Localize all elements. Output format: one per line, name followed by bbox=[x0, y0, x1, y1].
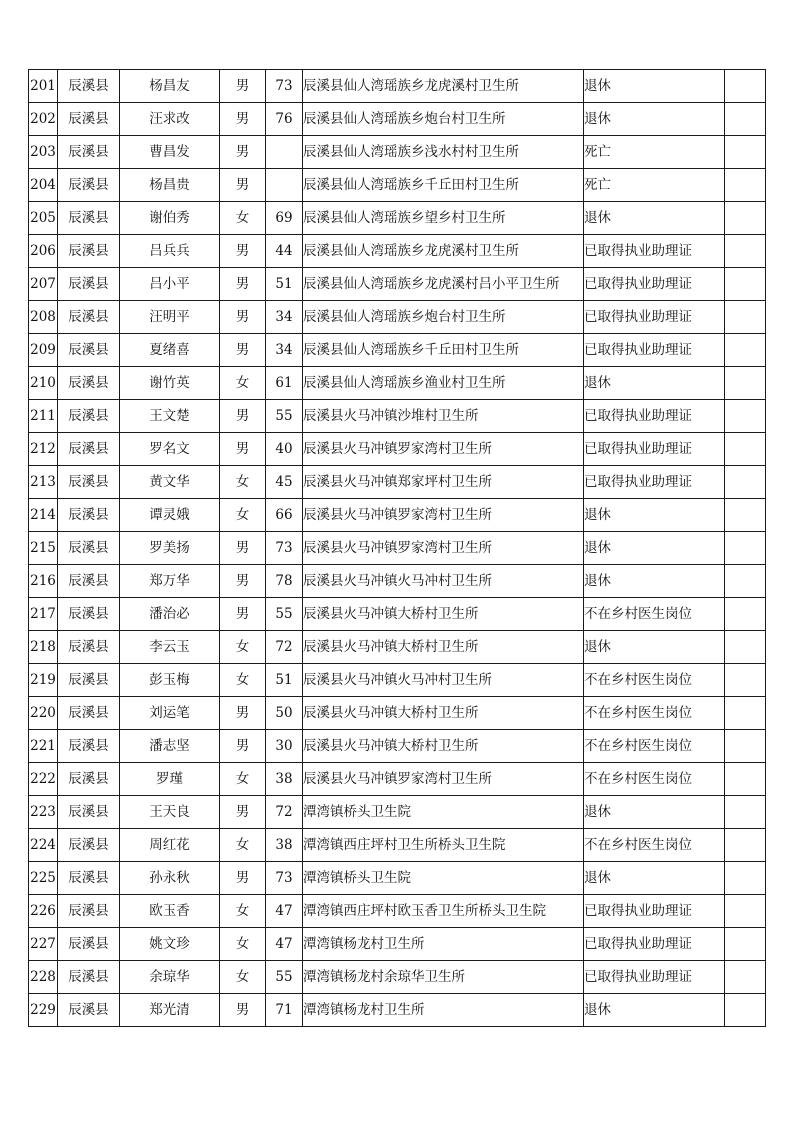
clinic-cell: 辰溪县仙人湾瑶族乡浅水村村卫生所 bbox=[303, 136, 584, 169]
sex-cell: 男 bbox=[220, 565, 266, 598]
sex-cell: 男 bbox=[220, 433, 266, 466]
county-cell: 辰溪县 bbox=[58, 598, 120, 631]
remarks-cell bbox=[725, 499, 766, 532]
person-name-cell: 杨昌友 bbox=[120, 70, 220, 103]
clinic-cell: 辰溪县火马冲镇罗家湾村卫生所 bbox=[303, 499, 584, 532]
remarks-cell bbox=[725, 895, 766, 928]
age-cell: 30 bbox=[266, 730, 303, 763]
sex-cell: 女 bbox=[220, 928, 266, 961]
table-row bbox=[29, 70, 766, 103]
table-row bbox=[29, 169, 766, 202]
sex-cell: 女 bbox=[220, 895, 266, 928]
person-name-cell: 姚文珍 bbox=[120, 928, 220, 961]
clinic-cell: 辰溪县火马冲镇火马冲村卫生所 bbox=[303, 664, 584, 697]
clinic-cell: 辰溪县仙人湾瑶族乡千丘田村卫生所 bbox=[303, 334, 584, 367]
row-number: 217 bbox=[29, 598, 58, 631]
sex-cell: 男 bbox=[220, 334, 266, 367]
person-name-cell: 郑光清 bbox=[120, 994, 220, 1027]
age-cell: 71 bbox=[266, 994, 303, 1027]
age-cell: 78 bbox=[266, 565, 303, 598]
age-cell: 66 bbox=[266, 499, 303, 532]
row-number: 222 bbox=[29, 763, 58, 796]
sex-cell: 女 bbox=[220, 961, 266, 994]
status-cell: 已取得执业助理证 bbox=[584, 895, 725, 928]
age-cell: 44 bbox=[266, 235, 303, 268]
age-cell: 76 bbox=[266, 103, 303, 136]
remarks-cell bbox=[725, 367, 766, 400]
remarks-cell bbox=[725, 268, 766, 301]
status-cell: 不在乡村医生岗位 bbox=[584, 763, 725, 796]
clinic-cell: 潭湾镇杨龙村余琼华卫生所 bbox=[303, 961, 584, 994]
status-cell: 退休 bbox=[584, 103, 725, 136]
row-number: 226 bbox=[29, 895, 58, 928]
row-number: 210 bbox=[29, 367, 58, 400]
clinic-cell: 潭湾镇杨龙村卫生所 bbox=[303, 928, 584, 961]
person-name-cell: 潘志坚 bbox=[120, 730, 220, 763]
row-number: 220 bbox=[29, 697, 58, 730]
status-cell: 退休 bbox=[584, 532, 725, 565]
person-name-cell: 王文楚 bbox=[120, 400, 220, 433]
county-cell: 辰溪县 bbox=[58, 202, 120, 235]
clinic-cell: 辰溪县仙人湾瑶族乡龙虎溪村吕小平卫生所 bbox=[303, 268, 584, 301]
status-cell: 死亡 bbox=[584, 136, 725, 169]
person-name-cell: 彭玉梅 bbox=[120, 664, 220, 697]
person-name-cell: 罗名文 bbox=[120, 433, 220, 466]
table-row bbox=[29, 895, 766, 928]
person-name-cell: 吕兵兵 bbox=[120, 235, 220, 268]
county-cell: 辰溪县 bbox=[58, 499, 120, 532]
person-name-cell: 谭灵娥 bbox=[120, 499, 220, 532]
remarks-cell bbox=[725, 169, 766, 202]
county-cell: 辰溪县 bbox=[58, 664, 120, 697]
person-name-cell: 汪求改 bbox=[120, 103, 220, 136]
row-number: 204 bbox=[29, 169, 58, 202]
row-number: 201 bbox=[29, 70, 58, 103]
remarks-cell bbox=[725, 631, 766, 664]
remarks-cell bbox=[725, 829, 766, 862]
age-cell: 73 bbox=[266, 532, 303, 565]
row-number: 205 bbox=[29, 202, 58, 235]
clinic-cell: 辰溪县仙人湾瑶族乡炮台村卫生所 bbox=[303, 301, 584, 334]
age-cell: 55 bbox=[266, 598, 303, 631]
row-number: 215 bbox=[29, 532, 58, 565]
row-number: 208 bbox=[29, 301, 58, 334]
age-cell: 51 bbox=[266, 268, 303, 301]
remarks-cell bbox=[725, 301, 766, 334]
remarks-cell bbox=[725, 70, 766, 103]
clinic-cell: 辰溪县仙人湾瑶族乡渔业村卫生所 bbox=[303, 367, 584, 400]
county-cell: 辰溪县 bbox=[58, 136, 120, 169]
clinic-cell: 辰溪县火马冲镇郑家坪村卫生所 bbox=[303, 466, 584, 499]
table-row bbox=[29, 961, 766, 994]
remarks-cell bbox=[725, 565, 766, 598]
county-cell: 辰溪县 bbox=[58, 829, 120, 862]
table-row bbox=[29, 235, 766, 268]
person-name-cell: 曹昌发 bbox=[120, 136, 220, 169]
table-row bbox=[29, 829, 766, 862]
status-cell: 退休 bbox=[584, 70, 725, 103]
age-cell bbox=[266, 136, 303, 169]
person-name-cell: 罗瑾 bbox=[120, 763, 220, 796]
county-cell: 辰溪县 bbox=[58, 334, 120, 367]
status-cell: 已取得执业助理证 bbox=[584, 334, 725, 367]
clinic-cell: 辰溪县火马冲镇罗家湾村卫生所 bbox=[303, 763, 584, 796]
row-number: 213 bbox=[29, 466, 58, 499]
status-cell: 已取得执业助理证 bbox=[584, 400, 725, 433]
status-cell: 不在乡村医生岗位 bbox=[584, 598, 725, 631]
status-cell: 退休 bbox=[584, 862, 725, 895]
county-cell: 辰溪县 bbox=[58, 301, 120, 334]
sex-cell: 男 bbox=[220, 994, 266, 1027]
row-number: 211 bbox=[29, 400, 58, 433]
sex-cell: 男 bbox=[220, 268, 266, 301]
table-row bbox=[29, 268, 766, 301]
sex-cell: 男 bbox=[220, 70, 266, 103]
age-cell: 40 bbox=[266, 433, 303, 466]
age-cell: 50 bbox=[266, 697, 303, 730]
row-number: 214 bbox=[29, 499, 58, 532]
age-cell: 55 bbox=[266, 400, 303, 433]
remarks-cell bbox=[725, 763, 766, 796]
county-cell: 辰溪县 bbox=[58, 697, 120, 730]
sex-cell: 女 bbox=[220, 829, 266, 862]
status-cell: 退休 bbox=[584, 631, 725, 664]
age-cell: 34 bbox=[266, 334, 303, 367]
county-cell: 辰溪县 bbox=[58, 631, 120, 664]
sex-cell: 男 bbox=[220, 301, 266, 334]
sex-cell: 男 bbox=[220, 169, 266, 202]
table-row bbox=[29, 763, 766, 796]
age-cell: 45 bbox=[266, 466, 303, 499]
remarks-cell bbox=[725, 697, 766, 730]
table-row bbox=[29, 301, 766, 334]
sex-cell: 女 bbox=[220, 631, 266, 664]
status-cell: 已取得执业助理证 bbox=[584, 235, 725, 268]
table-row bbox=[29, 928, 766, 961]
table-row bbox=[29, 994, 766, 1027]
county-cell: 辰溪县 bbox=[58, 235, 120, 268]
sex-cell: 男 bbox=[220, 235, 266, 268]
remarks-cell bbox=[725, 466, 766, 499]
row-number: 212 bbox=[29, 433, 58, 466]
table-row bbox=[29, 730, 766, 763]
clinic-cell: 潭湾镇桥头卫生院 bbox=[303, 862, 584, 895]
clinic-cell: 潭湾镇杨龙村卫生所 bbox=[303, 994, 584, 1027]
age-cell: 47 bbox=[266, 895, 303, 928]
county-cell: 辰溪县 bbox=[58, 796, 120, 829]
table-row bbox=[29, 697, 766, 730]
status-cell: 退休 bbox=[584, 202, 725, 235]
sex-cell: 男 bbox=[220, 598, 266, 631]
person-name-cell: 欧玉香 bbox=[120, 895, 220, 928]
county-cell: 辰溪县 bbox=[58, 928, 120, 961]
row-number: 203 bbox=[29, 136, 58, 169]
row-number: 209 bbox=[29, 334, 58, 367]
clinic-cell: 辰溪县火马冲镇大桥村卫生所 bbox=[303, 598, 584, 631]
remarks-cell bbox=[725, 994, 766, 1027]
status-cell: 不在乡村医生岗位 bbox=[584, 664, 725, 697]
age-cell: 73 bbox=[266, 70, 303, 103]
table-row bbox=[29, 334, 766, 367]
status-cell: 已取得执业助理证 bbox=[584, 301, 725, 334]
person-name-cell: 李云玉 bbox=[120, 631, 220, 664]
clinic-cell: 辰溪县火马冲镇火马冲村卫生所 bbox=[303, 565, 584, 598]
sex-cell: 男 bbox=[220, 136, 266, 169]
county-cell: 辰溪县 bbox=[58, 103, 120, 136]
person-name-cell: 谢伯秀 bbox=[120, 202, 220, 235]
person-name-cell: 余琼华 bbox=[120, 961, 220, 994]
row-number: 218 bbox=[29, 631, 58, 664]
row-number: 216 bbox=[29, 565, 58, 598]
clinic-cell: 辰溪县仙人湾瑶族乡望乡村卫生所 bbox=[303, 202, 584, 235]
clinic-cell: 辰溪县仙人湾瑶族乡千丘田村卫生所 bbox=[303, 169, 584, 202]
sex-cell: 女 bbox=[220, 202, 266, 235]
person-name-cell: 夏绪喜 bbox=[120, 334, 220, 367]
person-name-cell: 刘运笔 bbox=[120, 697, 220, 730]
age-cell: 61 bbox=[266, 367, 303, 400]
table-row bbox=[29, 862, 766, 895]
age-cell: 38 bbox=[266, 763, 303, 796]
row-number: 219 bbox=[29, 664, 58, 697]
sex-cell: 女 bbox=[220, 367, 266, 400]
county-cell: 辰溪县 bbox=[58, 961, 120, 994]
remarks-cell bbox=[725, 400, 766, 433]
remarks-cell bbox=[725, 202, 766, 235]
table-row bbox=[29, 565, 766, 598]
status-cell: 不在乡村医生岗位 bbox=[584, 697, 725, 730]
status-cell: 已取得执业助理证 bbox=[584, 928, 725, 961]
row-number: 223 bbox=[29, 796, 58, 829]
table-row bbox=[29, 598, 766, 631]
county-cell: 辰溪县 bbox=[58, 994, 120, 1027]
status-cell: 退休 bbox=[584, 994, 725, 1027]
county-cell: 辰溪县 bbox=[58, 367, 120, 400]
row-number: 227 bbox=[29, 928, 58, 961]
table-row bbox=[29, 532, 766, 565]
row-number: 207 bbox=[29, 268, 58, 301]
person-name-cell: 黄文华 bbox=[120, 466, 220, 499]
remarks-cell bbox=[725, 664, 766, 697]
row-number: 224 bbox=[29, 829, 58, 862]
table-row bbox=[29, 499, 766, 532]
sex-cell: 女 bbox=[220, 763, 266, 796]
table-row bbox=[29, 664, 766, 697]
row-number: 206 bbox=[29, 235, 58, 268]
county-cell: 辰溪县 bbox=[58, 565, 120, 598]
county-cell: 辰溪县 bbox=[58, 730, 120, 763]
sex-cell: 女 bbox=[220, 664, 266, 697]
county-cell: 辰溪县 bbox=[58, 433, 120, 466]
clinic-cell: 辰溪县仙人湾瑶族乡龙虎溪村卫生所 bbox=[303, 235, 584, 268]
county-cell: 辰溪县 bbox=[58, 895, 120, 928]
clinic-cell: 辰溪县火马冲镇罗家湾村卫生所 bbox=[303, 532, 584, 565]
age-cell: 51 bbox=[266, 664, 303, 697]
remarks-cell bbox=[725, 961, 766, 994]
clinic-cell: 辰溪县仙人湾瑶族乡炮台村卫生所 bbox=[303, 103, 584, 136]
remarks-cell bbox=[725, 334, 766, 367]
county-cell: 辰溪县 bbox=[58, 862, 120, 895]
person-name-cell: 谢竹英 bbox=[120, 367, 220, 400]
remarks-cell bbox=[725, 862, 766, 895]
age-cell: 69 bbox=[266, 202, 303, 235]
table-row bbox=[29, 400, 766, 433]
county-cell: 辰溪县 bbox=[58, 400, 120, 433]
sex-cell: 男 bbox=[220, 103, 266, 136]
age-cell: 34 bbox=[266, 301, 303, 334]
status-cell: 已取得执业助理证 bbox=[584, 961, 725, 994]
age-cell: 73 bbox=[266, 862, 303, 895]
remarks-cell bbox=[725, 796, 766, 829]
person-name-cell: 王天良 bbox=[120, 796, 220, 829]
person-name-cell: 郑万华 bbox=[120, 565, 220, 598]
status-cell: 退休 bbox=[584, 565, 725, 598]
roster-body bbox=[29, 70, 766, 1027]
row-number: 221 bbox=[29, 730, 58, 763]
row-number: 202 bbox=[29, 103, 58, 136]
sex-cell: 男 bbox=[220, 796, 266, 829]
roster-page bbox=[28, 69, 765, 1027]
remarks-cell bbox=[725, 730, 766, 763]
row-number: 229 bbox=[29, 994, 58, 1027]
person-name-cell: 罗美扬 bbox=[120, 532, 220, 565]
clinic-cell: 辰溪县火马冲镇罗家湾村卫生所 bbox=[303, 433, 584, 466]
clinic-cell: 辰溪县火马冲镇沙堆村卫生所 bbox=[303, 400, 584, 433]
sex-cell: 男 bbox=[220, 400, 266, 433]
person-name-cell: 杨昌贵 bbox=[120, 169, 220, 202]
table-row bbox=[29, 796, 766, 829]
remarks-cell bbox=[725, 136, 766, 169]
remarks-cell bbox=[725, 532, 766, 565]
person-name-cell: 汪明平 bbox=[120, 301, 220, 334]
status-cell: 死亡 bbox=[584, 169, 725, 202]
person-name-cell: 吕小平 bbox=[120, 268, 220, 301]
clinic-cell: 辰溪县火马冲镇大桥村卫生所 bbox=[303, 631, 584, 664]
sex-cell: 男 bbox=[220, 730, 266, 763]
table-row bbox=[29, 631, 766, 664]
table-row bbox=[29, 433, 766, 466]
county-cell: 辰溪县 bbox=[58, 169, 120, 202]
remarks-cell bbox=[725, 103, 766, 136]
sex-cell: 男 bbox=[220, 697, 266, 730]
age-cell: 72 bbox=[266, 631, 303, 664]
age-cell: 72 bbox=[266, 796, 303, 829]
status-cell: 已取得执业助理证 bbox=[584, 466, 725, 499]
table-row bbox=[29, 103, 766, 136]
county-cell: 辰溪县 bbox=[58, 70, 120, 103]
status-cell: 退休 bbox=[584, 796, 725, 829]
clinic-cell: 潭湾镇桥头卫生院 bbox=[303, 796, 584, 829]
table-row bbox=[29, 367, 766, 400]
county-cell: 辰溪县 bbox=[58, 268, 120, 301]
status-cell: 不在乡村医生岗位 bbox=[584, 730, 725, 763]
row-number: 228 bbox=[29, 961, 58, 994]
remarks-cell bbox=[725, 433, 766, 466]
age-cell bbox=[266, 169, 303, 202]
sex-cell: 男 bbox=[220, 532, 266, 565]
remarks-cell bbox=[725, 598, 766, 631]
age-cell: 55 bbox=[266, 961, 303, 994]
rural-doctor-roster-table bbox=[28, 69, 766, 1027]
status-cell: 已取得执业助理证 bbox=[584, 433, 725, 466]
status-cell: 退休 bbox=[584, 367, 725, 400]
remarks-cell bbox=[725, 928, 766, 961]
status-cell: 不在乡村医生岗位 bbox=[584, 829, 725, 862]
county-cell: 辰溪县 bbox=[58, 532, 120, 565]
status-cell: 退休 bbox=[584, 499, 725, 532]
person-name-cell: 周红花 bbox=[120, 829, 220, 862]
status-cell: 已取得执业助理证 bbox=[584, 268, 725, 301]
clinic-cell: 潭湾镇西庄坪村欧玉香卫生所桥头卫生院 bbox=[303, 895, 584, 928]
sex-cell: 男 bbox=[220, 862, 266, 895]
sex-cell: 女 bbox=[220, 466, 266, 499]
person-name-cell: 潘治必 bbox=[120, 598, 220, 631]
table-row bbox=[29, 136, 766, 169]
row-number: 225 bbox=[29, 862, 58, 895]
remarks-cell bbox=[725, 235, 766, 268]
age-cell: 47 bbox=[266, 928, 303, 961]
county-cell: 辰溪县 bbox=[58, 763, 120, 796]
clinic-cell: 辰溪县火马冲镇大桥村卫生所 bbox=[303, 697, 584, 730]
person-name-cell: 孙永秋 bbox=[120, 862, 220, 895]
clinic-cell: 辰溪县仙人湾瑶族乡龙虎溪村卫生所 bbox=[303, 70, 584, 103]
age-cell: 38 bbox=[266, 829, 303, 862]
table-row bbox=[29, 466, 766, 499]
sex-cell: 女 bbox=[220, 499, 266, 532]
table-row bbox=[29, 202, 766, 235]
clinic-cell: 潭湾镇西庄坪村卫生所桥头卫生院 bbox=[303, 829, 584, 862]
clinic-cell: 辰溪县火马冲镇大桥村卫生所 bbox=[303, 730, 584, 763]
county-cell: 辰溪县 bbox=[58, 466, 120, 499]
